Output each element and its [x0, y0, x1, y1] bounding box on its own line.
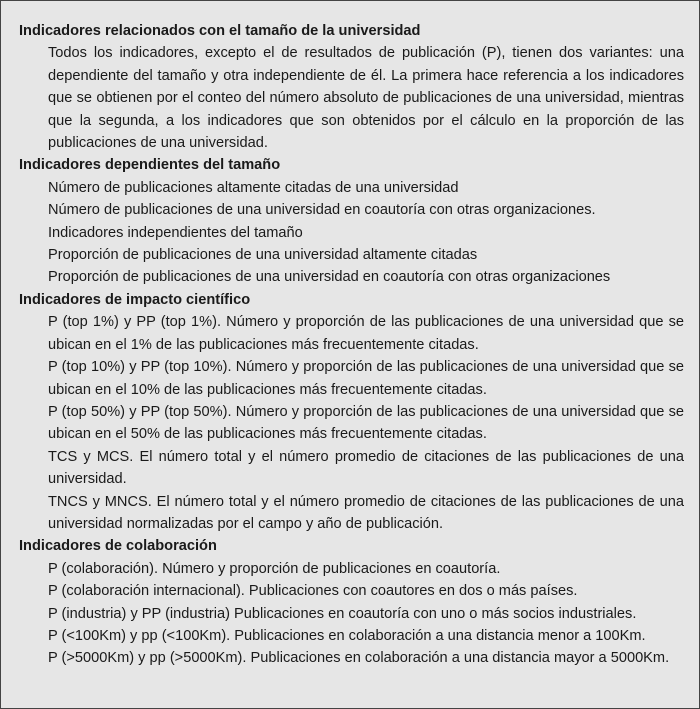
list-item: P (<100Km) y pp (<100Km). Publicaciones en colaboración a una distancia menor a 100Km. — [48, 627, 646, 644]
list-item: Indicadores independientes del tamaño — [48, 224, 303, 241]
list-item: TNCS y MNCS. El número total y el número promedio de citaciones de las publicaciones de una universidad normalizadas por el campo y año de publicación. — [48, 493, 684, 532]
section-heading-size-dependent: Indicadores dependientes del tamaño — [19, 157, 281, 174]
list-item: P (top 1%) y PP (top 1%). Número y proporción de las publicaciones de una universidad que se ubican en el 1% de las publicaciones más frecuentemente citadas. — [48, 314, 684, 353]
list-item: Proporción de publicaciones de una universidad altamente citadas — [48, 247, 478, 264]
section-heading-scientific-impact: Indicadores de impacto científico — [19, 291, 251, 308]
list-item: TCS y MCS. El número total y el número promedio de citaciones de las publicaciones de una universidad. — [48, 448, 684, 488]
indicators-content — [19, 20, 684, 670]
list-item: P (>5000Km) y pp (>5000Km). Publicaciones en colaboración a una distancia mayor a 5000Km. — [48, 650, 670, 667]
list-item: Número de publicaciones altamente citadas de una universidad — [48, 179, 459, 196]
list-item: P (top 10%) y PP (top 10%). Número y proporción de las publicaciones de una universidad que se ubican en el 10% de las publicaciones más frecuentemente citadas. — [48, 359, 684, 398]
list-item: P (top 50%) y PP (top 50%). Número y proporción de las publicaciones de una universidad que se ubican en el 50% de las publicaciones más frecuentemente citadas. — [48, 403, 684, 443]
list-item: Proporción de publicaciones de una universidad en coautoría con otras organizaciones — [48, 269, 611, 286]
list-item: P (colaboración internacional). Publicaciones con coautores en dos o más países. — [48, 583, 578, 600]
list-item: Número de publicaciones de una universidad en coautoría con otras organizaciones. — [48, 202, 596, 219]
section-heading-size-related: Indicadores relacionados con el tamaño de la universidad — [19, 23, 421, 39]
list-item: P (colaboración). Número y proporción de publicaciones en coautoría. — [48, 560, 501, 577]
section-paragraph-size-related: Todos los indicadores, excepto el de resultados de publicación (P), tienen dos variantes: una dependiente del tamaño y otra independiente de él. La primera hace referencia a los indicadores que se obtienen por el conteo del número absoluto de publicaciones de una universidad, mientras que la segunda, a los indicadores que son obtenidos por el cálculo en la proporción de las publicaciones de una universidad. — [48, 45, 684, 152]
section-heading-collaboration: Indicadores de colaboración — [19, 538, 217, 555]
list-item: P (industria) y PP (industria) Publicaciones en coautoría con uno o más socios industriales. — [48, 605, 637, 622]
